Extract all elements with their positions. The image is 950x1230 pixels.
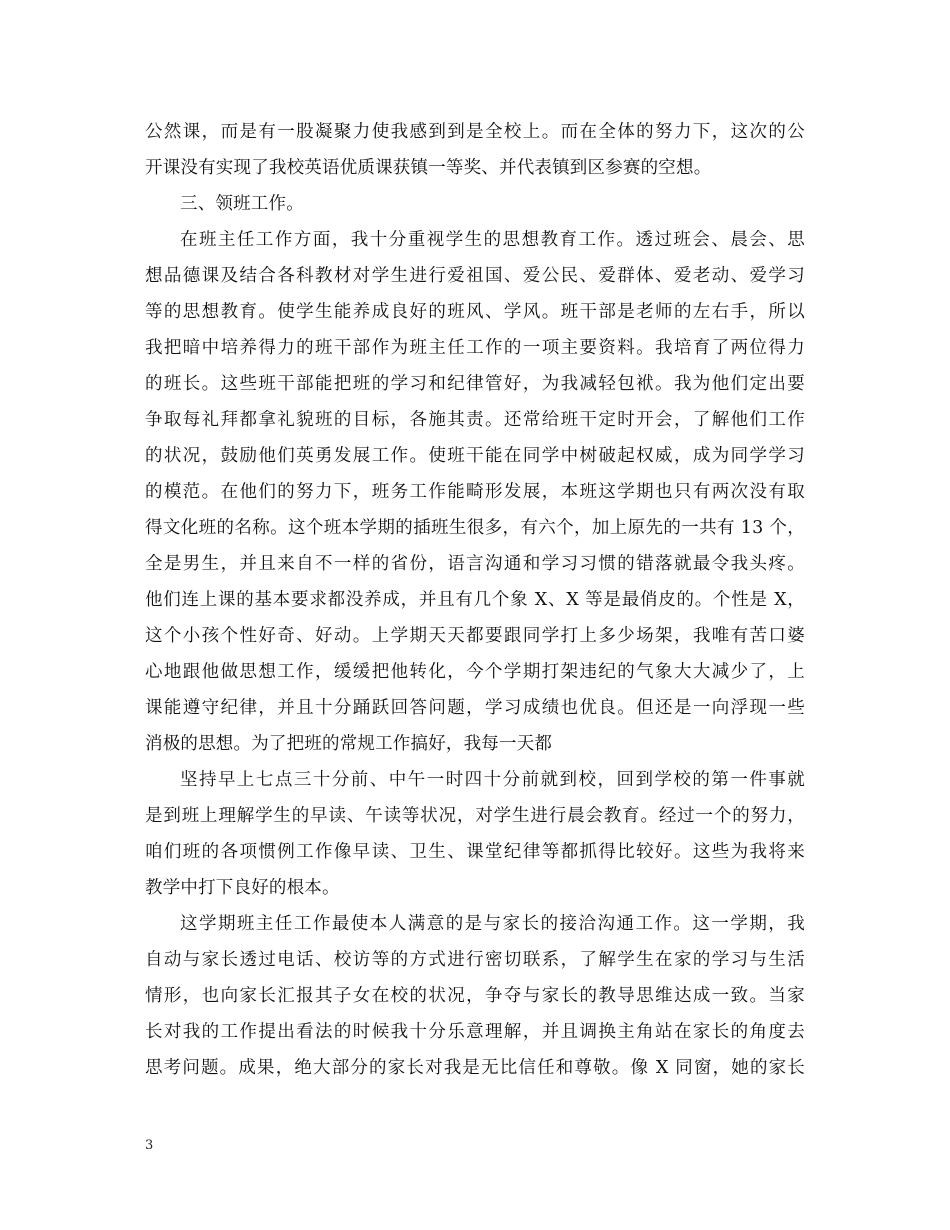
text-line: 课能遵守纪律，并且十分踊跃回答问题，学习成绩也优良。但还是一向浮现一些 <box>145 698 805 718</box>
text-line: 咱们班的各项惯例工作像早读、卫生、课堂纪律等都抓得比较好。这些为我将来 <box>145 842 805 862</box>
text-line: 情形，也向家长汇报其子女在校的状况，争夺与家长的教导思维达成一致。当家 <box>145 986 805 1006</box>
text-line: 他们连上课的基本要求都没养成，并且有几个象 X、X 等是最俏皮的。个性是 X， <box>145 590 805 610</box>
page-number: 3 <box>145 1138 154 1153</box>
text-line: 的模范。在他们的努力下，班务工作能畸形发展，本班这学期也只有两次没有取 <box>145 482 805 502</box>
text-line: 公然课，而是有一股凝聚力使我感到到是全校上。而在全体的努力下，这次的公 <box>145 122 805 142</box>
text-line: 心地跟他做思想工作，缓缓把他转化，今个学期打架违纪的气象大大减少了，上 <box>145 662 805 682</box>
text-line: 自动与家长透过电话、校访等的方式进行密切联系，了解学生在家的学习与生活 <box>145 950 805 970</box>
text-line: 我把暗中培养得力的班干部作为班主任工作的一项主要资料。我培育了两位得力 <box>145 338 805 358</box>
text-line: 教学中打下良好的根本。 <box>145 878 340 898</box>
text-line: 开课没有实现了我校英语优质课获镇一等奖、并代表镇到区参赛的空想。 <box>145 158 712 178</box>
text-line: 是到班上理解学生的早读、午读等状况，对学生进行晨会教育。经过一个的努力， <box>145 806 805 826</box>
text-line: 争取每礼拜都拿礼貌班的目标，各施其责。还常给班干定时开会，了解他们工作 <box>145 410 805 430</box>
text-line: 坚持早上七点三十分前、中午一时四十分前就到校，回到学校的第一件事就 <box>180 770 805 790</box>
text-line: 在班主任工作方面，我十分重视学生的思想教育工作。透过班会、晨会、思 <box>180 230 805 250</box>
text-line: 的状况，鼓励他们英勇发展工作。使班干能在同学中树破起权威，成为同学学习 <box>145 446 805 466</box>
text-line: 长对我的工作提出看法的时候我十分乐意理解，并且调换主角站在家长的角度去 <box>145 1022 805 1042</box>
text-line: 三、领班工作。 <box>180 194 304 214</box>
text-line: 消极的思想。为了把班的常规工作搞好，我每一天都 <box>145 734 553 754</box>
text-line: 得文化班的名称。这个班本学期的插班生很多，有六个，加上原先的一共有 13 个， <box>145 518 805 538</box>
text-line: 等的思想教育。使学生能养成良好的班风、学风。班干部是老师的左右手，所以 <box>145 302 805 322</box>
text-line: 思考问题。成果，绝大部分的家长对我是无比信任和尊敬。像 X 同窗，她的家长 <box>145 1058 805 1078</box>
text-line: 全是男生，并且来自不一样的省份，语言沟通和学习习惯的错落就最令我头疼。 <box>145 554 805 574</box>
text-line: 这个小孩个性好奇、好动。上学期天天都要跟同学打上多少场架，我唯有苦口婆 <box>145 626 805 646</box>
text-line: 这学期班主任工作最使本人满意的是与家长的接洽沟通工作。这一学期，我 <box>180 914 805 934</box>
text-line: 的班长。这些班干部能把班的学习和纪律管好，为我减轻包袱。我为他们定出要 <box>145 374 805 394</box>
text-line: 想品德课及结合各科教材对学生进行爱祖国、爱公民、爱群体、爱老动、爱学习 <box>145 266 805 286</box>
body-text <box>145 114 805 1086</box>
